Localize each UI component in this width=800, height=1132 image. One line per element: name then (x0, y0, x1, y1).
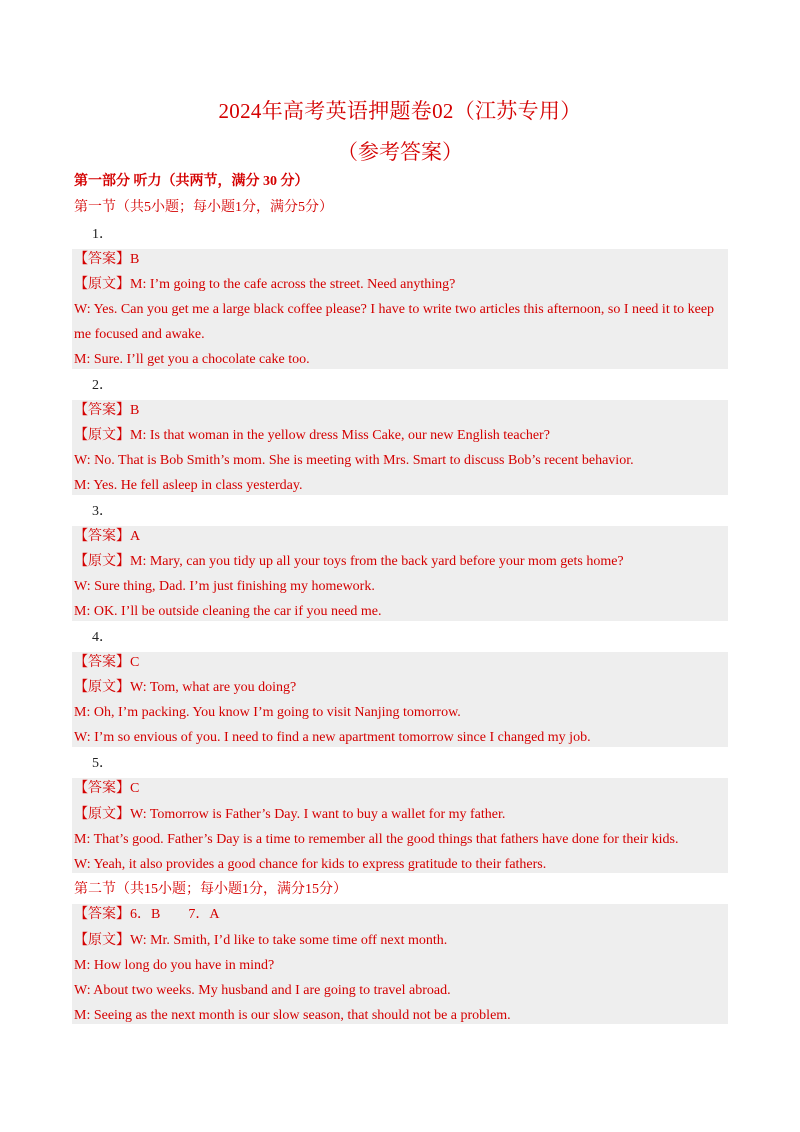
transcript-label: 【原文】 (74, 680, 130, 695)
answer-line (74, 654, 139, 672)
dialogue-line: W: I’m so envious of you. I need to find a new apartment tomorrow since I changed my job. (74, 730, 591, 745)
answer-label: 【答案】 (74, 529, 130, 544)
answer-line (74, 906, 219, 924)
dialogue-line: M: That’s good. Father’s Day is a time to remember all the good things that fathers have done for their kids. (74, 832, 679, 847)
answer-label: 【答案】 (74, 907, 130, 922)
answer-line (74, 402, 139, 420)
answer-value: B (130, 403, 140, 418)
transcript-line (74, 806, 505, 824)
transcript-label: 【原文】 (74, 554, 130, 569)
answer-label: 【答案】 (74, 655, 130, 670)
transcript-label: 【原文】 (74, 277, 130, 292)
dialogue-line: M: Oh, I’m packing. You know I’m going to visit Nanjing tomorrow. (74, 705, 461, 720)
section1-heading: 第一节（共5小题；每小题1分，满分5分） (74, 200, 333, 215)
document-subtitle: （参考答案） (337, 140, 463, 164)
dialogue-line: M: Is that woman in the yellow dress Miss Cake, our new English teacher? (130, 428, 550, 443)
dialogue-line: M: Sure. I’ll get you a chocolate cake too. (74, 352, 310, 367)
answer-value: C (130, 655, 140, 670)
section2-heading: 第二节（共15小题；每小题1分，满分15分） (74, 882, 347, 897)
transcript-label: 【原文】 (74, 428, 130, 443)
part1-heading: 第一部分 听力（共两节，满分 30 分） (74, 174, 309, 189)
question-number: 4． (92, 630, 113, 645)
question-number: 1． (92, 227, 113, 242)
dialogue-line: M: OK. I’ll be outside cleaning the car if you need me. (74, 604, 382, 619)
transcript-line (74, 553, 624, 571)
dialogue-line: W: Mr. Smith, I’d like to take some time off next month. (130, 933, 448, 948)
answer-label: 【答案】 (74, 252, 130, 267)
question-number: 5． (92, 756, 113, 771)
dialogue-line: W: No. That is Bob Smith’s mom. She is meeting with Mrs. Smart to discuss Bob’s recent behavior. (74, 453, 634, 468)
answer-line (74, 251, 139, 269)
dialogue-line: M: Yes. He fell asleep in class yesterday. (74, 478, 303, 493)
answer-label: 【答案】 (74, 781, 130, 796)
answer-line (74, 528, 140, 546)
dialogue-line: W: About two weeks. My husband and I are going to travel abroad. (74, 983, 451, 998)
dialogue-line: W: Sure thing, Dad. I’m just finishing my homework. (74, 579, 375, 594)
answer-value: B (130, 252, 140, 267)
answer-value: A (130, 529, 141, 544)
dialogue-line: M: Mary, can you tidy up all your toys from the back yard before your mom gets home? (130, 554, 624, 569)
transcript-label: 【原文】 (74, 807, 130, 822)
question-number: 2． (92, 378, 113, 393)
answer-value: 6．B 7．A (130, 907, 220, 922)
dialogue-line: M: How long do you have in mind? (74, 958, 275, 973)
answer-label: 【答案】 (74, 403, 130, 418)
question-number: 3． (92, 504, 113, 519)
document-title: 2024年高考英语押题卷02（江苏专用） (218, 99, 582, 123)
answer-value: C (130, 781, 140, 796)
dialogue-line: M: Seeing as the next month is our slow season, that should not be a problem. (74, 1008, 511, 1023)
transcript-line (74, 276, 455, 294)
dialogue-line: W: Tom, what are you doing? (130, 680, 297, 695)
dialogue-line: W: Yes. Can you get me a large black coffee please? I have to write two articles this afternoon, so I need it to keep me focused and awake. (74, 302, 715, 342)
dialogue-line: W: Tomorrow is Father’s Day. I want to buy a wallet for my father. (130, 807, 506, 822)
dialogue-line: M: I’m going to the cafe across the street. Need anything? (130, 277, 456, 292)
transcript-line (74, 932, 447, 950)
transcript-line (74, 679, 296, 697)
dialogue-line: W: Yeah, it also provides a good chance for kids to express gratitude to their fathers. (74, 857, 547, 872)
answer-line (74, 780, 139, 798)
transcript-line (74, 427, 550, 445)
transcript-label: 【原文】 (74, 933, 130, 948)
